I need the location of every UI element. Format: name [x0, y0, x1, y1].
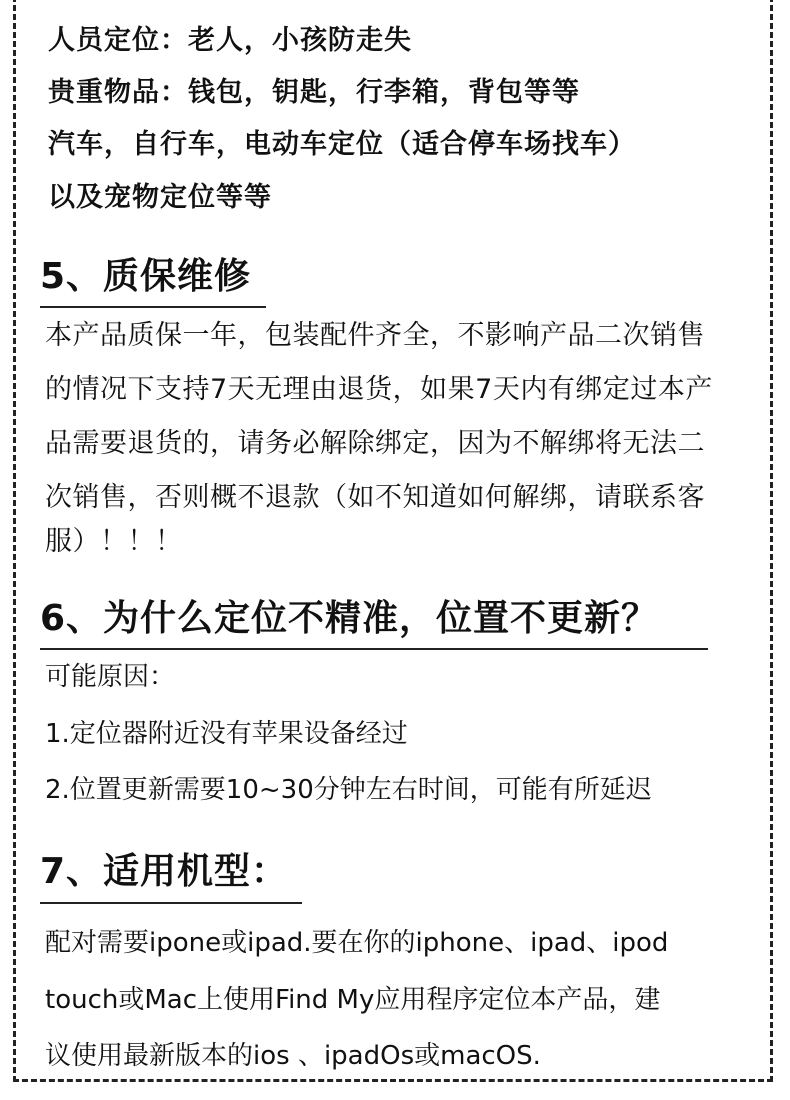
intro-line: 汽车，自行车，电动车定位（适合停车场找车）	[48, 129, 636, 160]
section-5-text-line: 次销售，否则概不退款（如不知道如何解绑，请联系客	[45, 482, 705, 513]
section-5-text-line: 品需要退货的，请务必解除绑定，因为不解绑将无法二	[45, 428, 705, 459]
intro-line: 以及宠物定位等等	[48, 182, 272, 213]
section-5-underline	[40, 306, 266, 308]
section-7-text-line: touch或Mac上使用Find My应用程序定位本产品，建	[45, 985, 661, 1015]
section-6-underline	[40, 648, 708, 650]
section-7-text-line: 议使用最新版本的ios 、ipadOs或macOS.	[45, 1041, 541, 1071]
section-6-text-line: 1.定位器附近没有苹果设备经过	[45, 719, 408, 749]
section-7-heading: 7、适用机型：	[40, 851, 289, 892]
section-7-underline	[40, 902, 302, 904]
section-5-text-line: 本产品质保一年，包装配件齐全，不影响产品二次销售	[45, 320, 705, 351]
section-6-heading: 6、为什么定位不精准，位置不更新？	[40, 598, 659, 639]
section-7-text-line: 配对需要ipone或ipad.要在你的iphone、ipad、ipod	[45, 928, 669, 958]
intro-line: 人员定位：老人，小孩防走失	[48, 25, 412, 56]
section-6-text-line: 2.位置更新需要10~30分钟左右时间，可能有所延迟	[45, 775, 652, 805]
section-6-text-line: 可能原因：	[45, 662, 176, 692]
intro-line: 贵重物品：钱包，钥匙，行李箱，背包等等	[48, 77, 580, 108]
section-5-text-line: 的情况下支持7天无理由退货，如果7天内有绑定过本产	[45, 374, 713, 405]
section-5-text-line: 服）！！！	[45, 526, 183, 557]
section-5-heading: 5、质保维修	[40, 256, 252, 297]
